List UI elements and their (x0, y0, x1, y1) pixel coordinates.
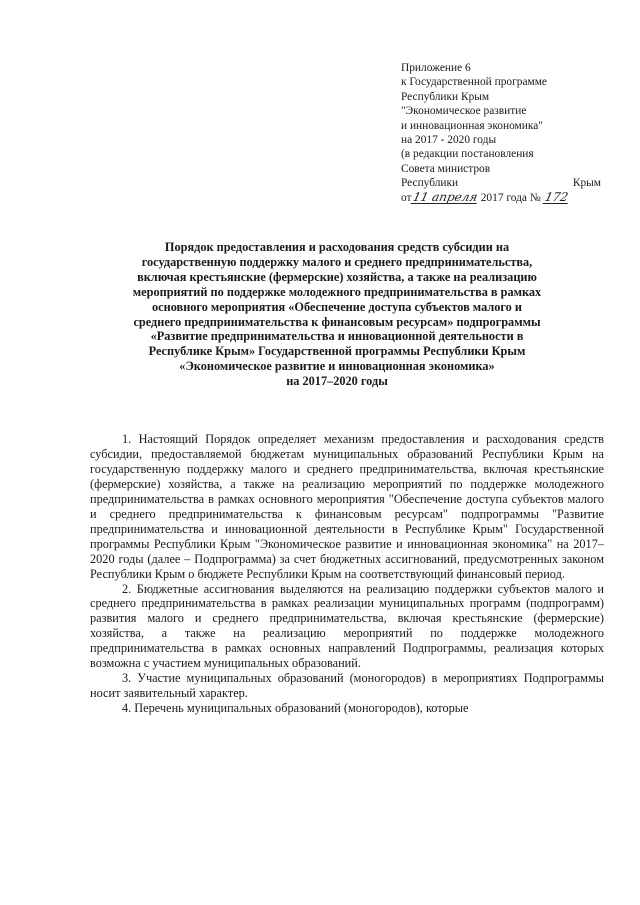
title-line: на 2017–2020 годы (286, 374, 388, 389)
header-date-line (401, 191, 601, 205)
document-body (90, 432, 604, 716)
title-line: включая крестьянские (фермерские) хозяйства, а также на реализацию (137, 269, 537, 284)
header-republic-right: Крым (572, 177, 601, 190)
date-prefix: от (401, 191, 412, 204)
title-line: «Развитие предпринимательства и инновационной деятельности в (150, 329, 524, 344)
title-line: Порядок предоставления и расходования средств субсидии на (164, 240, 510, 254)
header-line: и инновационная экономика" (401, 119, 543, 132)
document-title (72, 240, 602, 389)
header-line: Совета министров (401, 162, 491, 175)
header-republic-line (401, 176, 601, 190)
header-line: Приложение 6 (401, 62, 471, 74)
paragraph-3: 3. Участие муниципальных образований (моногородов) в мероприятиях Подпрограммы носит заявительный характер. (90, 671, 604, 701)
title-line: среднего предпринимательства к финансовым ресурсам» подпрограммы (133, 314, 541, 329)
appendix-header (401, 61, 601, 205)
title-line: мероприятий по поддержке молодежного предпринимательства в рамках (132, 284, 542, 299)
header-line: к Государственной программе (401, 76, 547, 89)
paragraph-1: 1. Настоящий Порядок определяет механизм предоставления и расходования средств субсидии, предоставляемой бюджетам муниципальных образований Республики Крым на государственную поддержку малого и среднего предпринимательства, включая крестьянские (фермерские) хозяйства, а также на реализацию мероприятий по поддержке молодежного предпринимательства в рамках основного мероприятия "Обеспечение доступа субъектов малого и среднего предпринимательства к финансовым ресурсам" подпрограммы "Развитие предпринимательства и инновационной деятельности в Республике Крым" Государственной программы Республики Крым "Экономическое развитие и инновационная экономика" на 2017–2020 годы (далее – Подпрограмма) за счет бюджетных ассигнований, предусмотренных законом Республики Крым о бюджете Республики Крым на соответствующий финансовый период. (90, 432, 604, 581)
title-line: основного мероприятия «Обеспечение доступа субъектов малого и (152, 299, 522, 314)
title-line: государственную поддержку малого и среднего предпринимательства, (141, 254, 533, 269)
date-suffix: 2017 года № (480, 191, 541, 204)
title-line: Республике Крым» Государственной программы Республики Крым (148, 344, 526, 359)
header-line: на 2017 - 2020 годы (401, 134, 497, 147)
header-line: "Экономическое развитие (401, 105, 527, 118)
paragraph-2: 2. Бюджетные ассигнования выделяются на реализацию поддержки субъектов малого и среднего предпринимательства в рамках реализации муниципальных программ (подпрограмм) развития малого и среднего предпринимательства, включая крестьянские (фермерские) хозяйства, а также на реализацию мероприятий по поддержке молодежного предпринимательства в рамках основных направлений Подпрограммы, реализация которых возможна с участием муниципальных образований. (90, 581, 604, 671)
header-line: Республики Крым (401, 90, 490, 103)
handwritten-date: 11 апреля (411, 189, 479, 204)
title-line: «Экономическое развитие и инновационная экономика» (179, 359, 495, 374)
header-republic-left: Республики (401, 177, 459, 190)
handwritten-number: 172 (543, 189, 570, 204)
header-line: (в редакции постановления (401, 148, 534, 161)
paragraph-4: 4. Перечень муниципальных образований (моногородов), которые (122, 701, 469, 716)
